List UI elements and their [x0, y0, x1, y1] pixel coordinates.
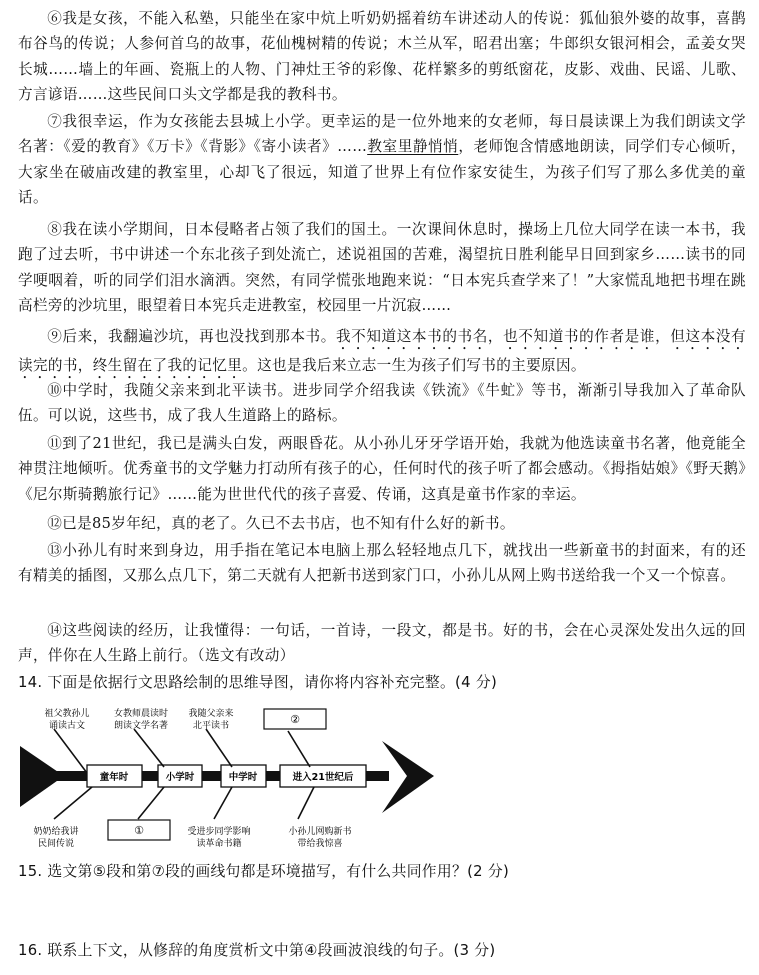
paragraph-13: ⑬小孙儿有时来到身边，用手指在笔记本电脑上那么轻轻地点几下，就找出一些新童书的封面来，有的还有精美的插图，又那么点几下，第二天就有人把新书送到家门口，小孙儿从网上购书送给我一个又一个惊喜。 [18, 542, 746, 585]
paragraph-14: ⑭这些阅读的经历，让我懂得：一句话，一首诗，一段文，都是书。好的书，会在心灵深处发出久远的回声，伴你在人生路上前行。（选文有改动） [18, 622, 746, 665]
paragraph-12: ⑫已是85岁年纪，真的老了。久已不去书店，也不知有什么好的新书。 [47, 515, 515, 532]
stage-label-3: 中学时 [228, 772, 258, 783]
answer-slot-1: ① [134, 824, 144, 837]
rib-lower-2 [138, 787, 164, 819]
underlined-sentence: 教室里静悄悄 [367, 138, 459, 156]
paragraph-9: ⑨后来，我翻遍沙坑，再也没找到那本书。我不知道这本书的书名，也不知道书的作者是谁，但这本没有读完的书，终生留在了我的记忆里。这也是我后来立志一生为孩子们写书的主要原因。 [18, 328, 747, 374]
question-15: 15. 选文第⑤段和第⑦段的画线句都是环境描写，有什么共同作用？(2 分) [18, 863, 510, 880]
question-14: 14. 下面是依据行文思路绘制的思维导图，请你将内容补充完整。(4 分) [18, 674, 498, 691]
stage-label-1: 童年时 [99, 772, 129, 783]
top-caption-2a: 女教师晨读时 [113, 709, 169, 719]
bottom-caption-1b: 民间传说 [37, 839, 75, 849]
rib-upper-1 [54, 729, 87, 773]
bottom-caption-3b: 读革命书籍 [196, 839, 242, 849]
answer-slot-2: ② [290, 713, 300, 726]
fish-head [382, 741, 434, 813]
top-caption-3b: 北平读书 [192, 721, 230, 731]
rib-upper-3 [206, 729, 232, 767]
top-caption-1a: 祖父教孙儿 [44, 709, 90, 719]
bottom-caption-3a: 受进步同学影响 [187, 827, 251, 837]
bottom-caption-4a: 小孙儿网购新书 [288, 827, 352, 837]
rib-lower-3 [214, 787, 232, 819]
paragraph-11: ⑪到了21世纪，我已是满头白发，两眼昏花。从小孙儿牙牙学语开始，我就为他选读童书名著，他竟能全神贯注地倾听。优秀童书的文学魅力打动所有孩子的心，任何时代的孩子听了都会感动。《拇指姑娘》《野天鹅》《尼尔斯骑鹅旅行记》……能为世世代代的孩子喜爱、传诵，这真是童书作家的幸运。 [18, 435, 746, 503]
dotted-sentence: 我不知道这本书的书名，也不知道书的作者是谁，但这本没有读完的书，终生留在了我的记忆里。 [18, 328, 747, 374]
rib-lower-4 [298, 787, 314, 819]
paragraph-7: ⑦我很幸运，作为女孩能去县城上小学。更幸运的是一位外地来的女老师，每日晨读课上为我们朗读文学名著：《爱的教育》《万卡》《背影》《寄小读者》……教室里静悄悄，老师饱含情感地朗读，同学们专心倾听，大家坐在破庙改建的教室里，心却飞了很远，知道了世界上有位作家安徒生，为孩子们写了那么多优美的童话。 [18, 113, 746, 207]
question-16: 16. 联系上下文，从修辞的角度赏析文中第④段画波浪线的句子。(3 分) [18, 942, 496, 959]
rib-upper-2 [134, 729, 164, 767]
top-caption-1b: 诵读古文 [48, 721, 86, 731]
paragraph-8: ⑧我在读小学期间，日本侵略者占领了我们的国土。一次课间休息时，操场上几位大同学在读一本书，我跑了过去听，书中讲述一个东北孩子到处流亡，述说祖国的苦难，渴望抗日胜利能早日回到家乡……读书的同学哽咽着，听的同学们泪水滴洒。突然，有同学慌张地跑来说：“日本宪兵查学来了！”大家慌乱地把书埋在跳高栏旁的沙坑里，眼望着日本宪兵走进教室，校园里一片沉寂…… [18, 221, 746, 315]
fishbone-mindmap [14, 701, 434, 859]
rib-upper-4 [288, 731, 310, 767]
rib-lower-1 [54, 787, 92, 819]
bottom-caption-1a: 奶奶给我讲 [33, 827, 79, 837]
paragraph-6: ⑥我是女孩，不能入私塾，只能坐在家中炕上听奶奶摇着纺车讲述动人的传说：狐仙狼外婆的故事，喜鹊布谷鸟的传说；人参何首乌的故事，花仙槐树精的传说；木兰从军，昭君出塞；牛郎织女银河相会，孟姜女哭长城……墙上的年画、瓷瓶上的人物、门神灶王爷的彩像、花样繁多的剪纸窗花，皮影、戏曲、民谣、儿歌、方言谚语……这些民间口头文学都是我的教科书。 [18, 10, 746, 104]
paragraph-10: ⑩中学时，我随父亲来到北平读书。进步同学介绍我读《铁流》《牛虻》等书，渐渐引导我加入了革命队伍。可以说，这些书，成了我人生道路上的路标。 [18, 382, 746, 425]
top-caption-3a: 我随父亲来 [188, 709, 234, 719]
stage-label-4: 进入21世纪后 [292, 772, 354, 783]
bottom-caption-4b: 带给我惊喜 [297, 839, 343, 849]
top-caption-2b: 朗读文学名著 [113, 721, 169, 731]
stage-label-2: 小学时 [165, 772, 195, 783]
